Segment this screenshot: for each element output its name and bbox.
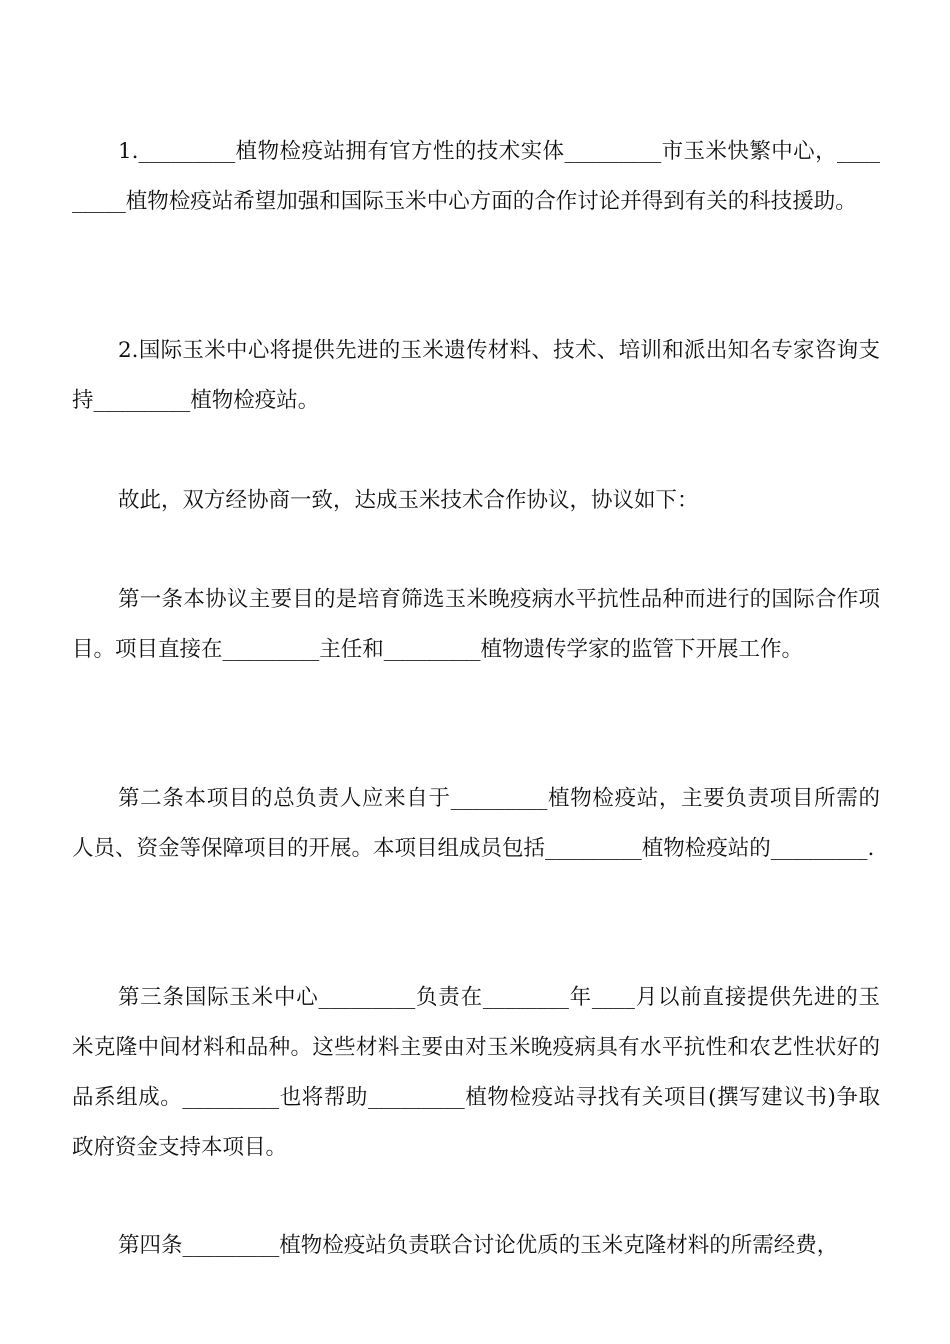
paragraph-agreement-intro: 故此，双方经协商一致，达成玉米技术合作协议，协议如下： — [118, 488, 699, 513]
paragraph-article-1: 第一条本协议主要目的是培育筛选玉米晚疫病水平抗性品种而进行的国际合作项目。项目直接在_________主任和_________植物遗传学家的监管下开展工作。 — [72, 587, 880, 662]
paragraph-article-4: 第四条_________植物检疫站负责联合讨论优质的玉米克隆材料的所需经费， — [118, 1233, 839, 1258]
paragraph-article-3: 第三条国际玉米中心_________负责在________年____月以前直接提供先进的玉米克隆中间材料和品种。这些材料主要由对玉米晚疫病具有水平抗性和农艺性状好的品系组成。_________也将帮助_________植物检疫站寻找有关项目(撰写建议书)争取政府资金支持本项目。 — [72, 985, 880, 1160]
paragraph-preamble-2: 2.国际玉米中心将提供先进的玉米遗传材料、技术、培训和派出知名专家咨询支持_________植物检疫站。 — [72, 338, 880, 413]
paragraph-preamble-1: 1._________植物检疫站拥有官方性的技术实体_________市玉米快繁中心，_________植物检疫站希望加强和国际玉米中心方面的合作讨论并得到有关的科技援助。 — [72, 139, 880, 214]
paragraph-article-2: 第二条本项目的总负责人应来自于_________植物检疫站，主要负责项目所需的人员、资金等保障项目的开展。本项目组成员包括_________植物检疫站的_________. — [72, 786, 880, 861]
